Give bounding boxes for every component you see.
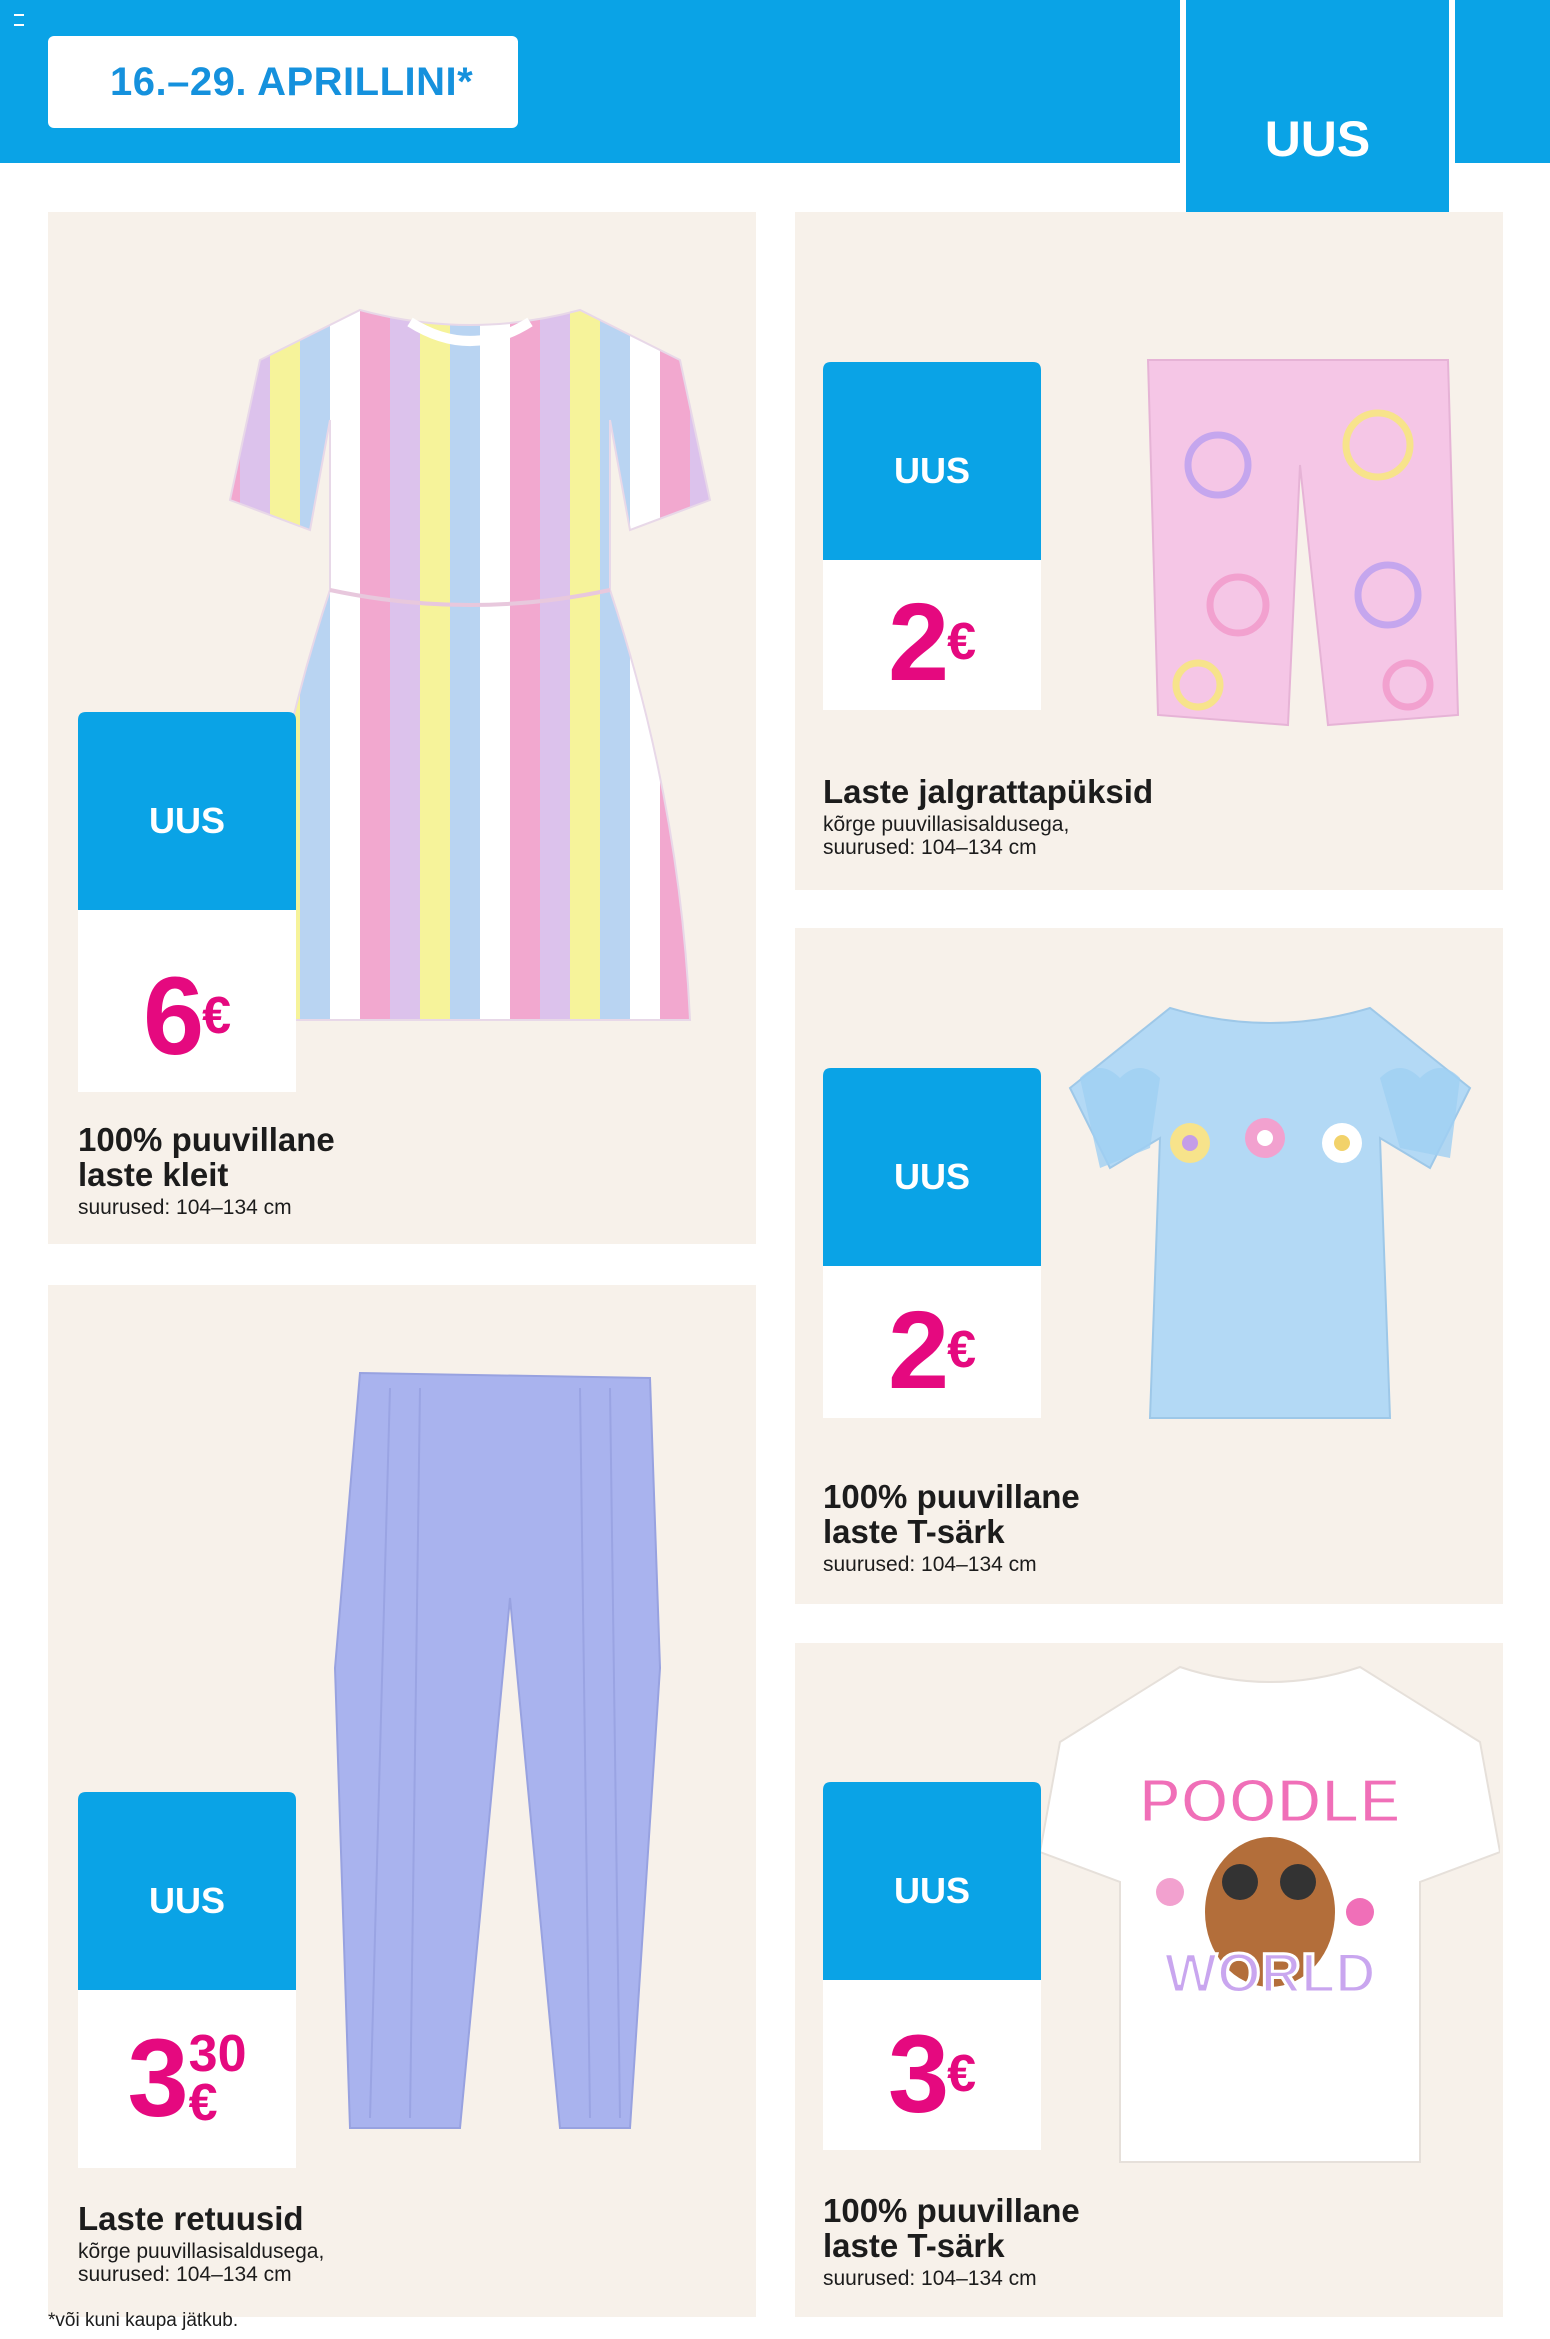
price-badge-leggings	[78, 1792, 296, 2168]
price-euros: 6	[142, 955, 201, 1078]
product-title	[78, 1122, 335, 1192]
price-box	[78, 910, 296, 1092]
blue-ruffle-tshirt-image	[1050, 998, 1490, 1428]
price-badge-white-tshirt	[823, 1782, 1041, 2150]
lavender-leggings-image	[330, 1368, 680, 2138]
title-line-1: Laste jalgrattapüksid	[823, 773, 1154, 810]
price-euros: 2	[887, 581, 946, 704]
price-currency: €	[202, 987, 232, 1045]
price-euros: 3	[887, 2013, 946, 2136]
title-line-2: laste kleit	[78, 1156, 229, 1193]
date-range-box	[48, 36, 518, 128]
new-badge-label: UUS	[893, 1156, 970, 1197]
price-badge-bike-shorts	[823, 362, 1041, 710]
price-currency: €	[947, 2045, 977, 2103]
title-line-1: Laste retuusid	[78, 2200, 304, 2237]
price-currency: €	[947, 613, 977, 671]
product-title	[823, 2193, 1080, 2263]
svg-text:WORLD: WORLD	[1164, 1941, 1376, 2004]
product-title	[78, 2201, 304, 2236]
poodle-world-tshirt-image	[1040, 1652, 1500, 2172]
price-euros: 2	[887, 1289, 946, 1412]
details-line: suurused: 104–134 cm	[78, 2263, 292, 2286]
product-details	[823, 813, 1069, 859]
title-line-2: laste T-särk	[823, 2227, 1005, 2264]
title-line-1: 100% puuvillane	[823, 1478, 1080, 1515]
floral-bike-shorts-image	[1128, 355, 1468, 745]
new-badge-label: UUS	[893, 1870, 970, 1911]
title-line-1: 100% puuvillane	[78, 1121, 335, 1158]
title-line-1: 100% puuvillane	[823, 2192, 1080, 2229]
price-cents: 30	[188, 2024, 247, 2083]
details-line: kõrge puuvillasisaldusega,	[823, 813, 1070, 836]
price-box	[78, 1990, 296, 2168]
details-line: kõrge puuvillasisaldusega,	[78, 2240, 325, 2263]
price-currency: €	[188, 2074, 218, 2132]
new-tab-label: UUS	[1264, 110, 1371, 167]
svg-text:POODLE: POODLE	[1139, 1767, 1401, 1836]
new-badge-label: UUS	[148, 1880, 225, 1921]
product-details	[823, 1553, 1037, 1576]
new-badge-label: UUS	[893, 450, 970, 491]
price-currency: €	[947, 1321, 977, 1379]
price-badge-blue-tshirt	[823, 1068, 1041, 1418]
new-badge-label: UUS	[148, 800, 225, 841]
price-box	[823, 1980, 1041, 2150]
product-details	[823, 2267, 1037, 2290]
product-details	[78, 2240, 324, 2286]
product-details	[78, 1196, 292, 1219]
date-range-text: 16.–29. APRILLINI*	[110, 59, 474, 104]
details-line: suurused: 104–134 cm	[78, 1196, 292, 1219]
price-badge-dress	[78, 712, 296, 1092]
product-title	[823, 774, 1153, 809]
details-line: suurused: 104–134 cm	[823, 836, 1037, 859]
footnote: *või kuni kaupa jätkub.	[48, 2310, 239, 2331]
price-box	[823, 560, 1041, 710]
price-euros: 3	[127, 2017, 185, 2140]
title-line-2: laste T-särk	[823, 1513, 1005, 1550]
price-box	[823, 1266, 1041, 1418]
details-line: suurused: 104–134 cm	[823, 2267, 1037, 2290]
product-title	[823, 1479, 1080, 1549]
details-line: suurused: 104–134 cm	[823, 1553, 1037, 1576]
menu-mark-icon	[14, 14, 24, 26]
